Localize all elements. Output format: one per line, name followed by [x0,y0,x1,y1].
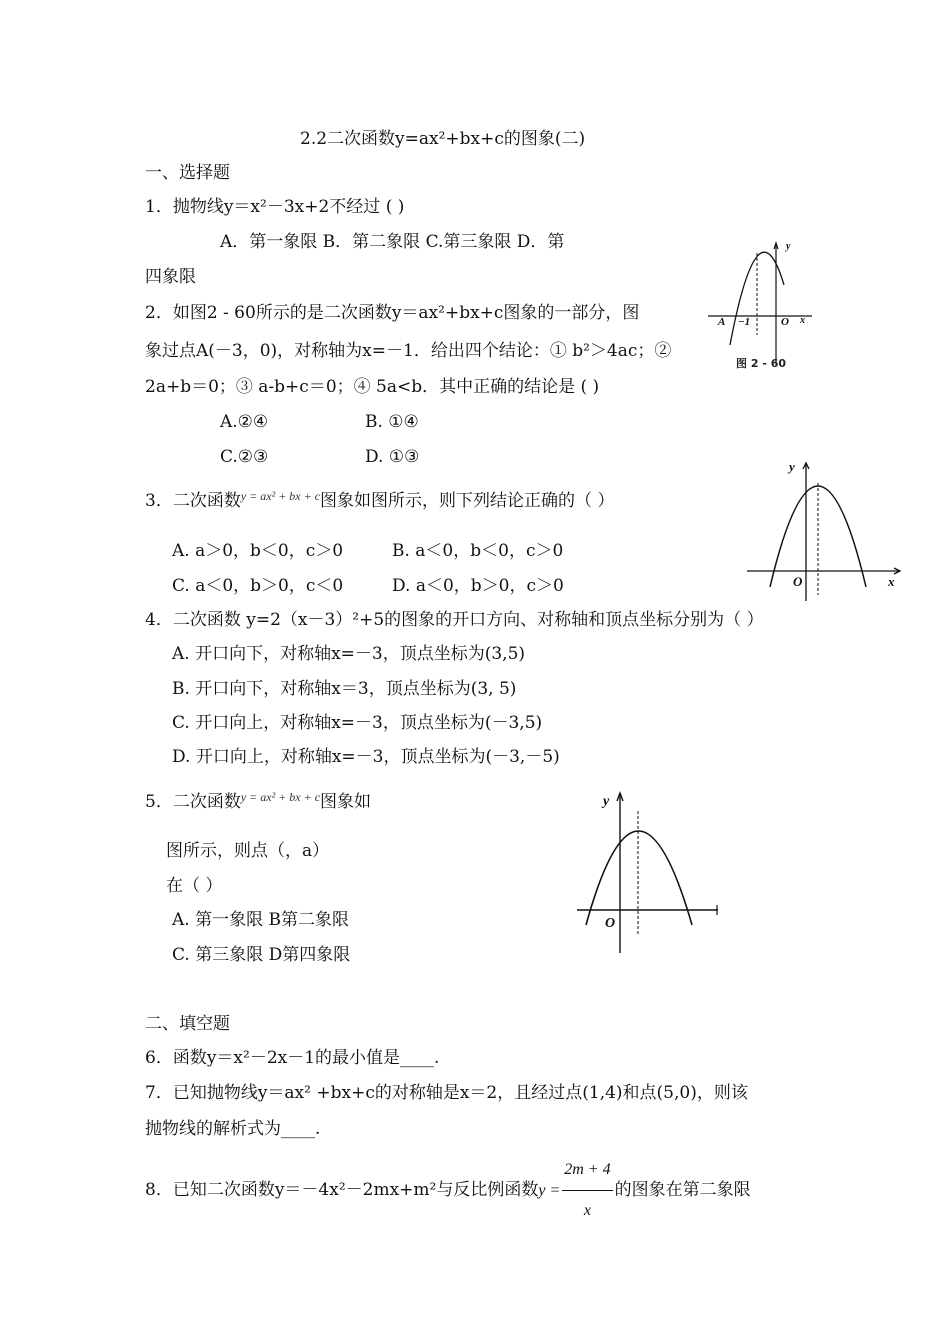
q5-fig-label-o: O [605,916,616,931]
q5-fig-label-y: y [603,794,610,809]
q2-option-d: D. ①③ [365,447,420,467]
q3-option-c: C. a＜0，b＞0，c＜0 [172,576,344,596]
q4-option-d: D. 开口向上，对称轴x=－3，顶点坐标为(－3,－5) [172,747,560,767]
q3-stem-after: 图象如图所示，则下列结论正确的（ ） [320,491,615,511]
q5-line3: 在（ ） [166,876,223,896]
q2-fig-label-a: A [718,316,726,328]
q5-options-ab: A. 第一象限 B第二象限 [172,910,349,930]
q2-fig-caption: 图 2 - 60 [736,357,787,370]
q3-option-a: A. a＞0，b＜0，c＞0 [172,541,344,561]
q3-option-d: D. a＜0，b＞0，c＞0 [392,576,564,596]
q8 [145,1150,751,1231]
q3-fig-label-o: O [793,574,803,589]
q5-stem-after: 图象如 [320,792,372,812]
q8-text-before: 8．已知二次函数y＝－4x²－2mx+m²与反比例函数 [145,1180,539,1200]
q3-parabola-figure [745,455,905,605]
section-heading-fill: 二、填空题 [145,1014,230,1034]
q6: 6．函数y＝x²－2x－1的最小值是____. [145,1048,440,1068]
q8-frac-numerator: 2m + 4 [562,1150,612,1191]
q3-stem-before: 3．二次函数 [145,491,241,511]
section-heading-choice: 一、选择题 [145,163,230,183]
q2-line1: 2．如图2 - 60所示的是二次函数y＝ax²+bx+c图象的一部分，图 [145,303,640,323]
q3-stem [145,485,614,512]
q4-option-c: C. 开口向上，对称轴x=－3，顶点坐标为(－3,5) [172,713,543,733]
q2-option-a: A.②④ [220,412,269,432]
q3-fig-label-y: y [789,459,795,474]
q3-formula: y = ax² + bx + c [240,489,321,503]
q3-fig-label-x: x [888,574,895,589]
q2-fig-label-y: y [786,241,791,252]
q2-parabola-figure [700,235,820,375]
q2-line3: 2a+b＝0；③ a-b+c＝0；④ 5a<b．其中正确的结论是 ( ) [145,377,600,397]
q5-parabola-figure [575,785,725,955]
q2-line2: 象过点A(－3，0)，对称轴为x=－1．给出四个结论：① b²＞4ac；② [145,341,672,361]
q5-formula: y = ax² + bx + c [240,790,321,804]
q8-text-after: 的图象在第二象限 [614,1180,751,1200]
q5-stem [145,786,371,813]
q5-stem-before: 5．二次函数 [145,792,241,812]
q7-line1: 7．已知抛物线y＝ax² +bx+c的对称轴是x＝2，且经过点(1,4)和点(5,0)，则该 [145,1083,748,1103]
q4-option-a: A. 开口向下，对称轴x=－3，顶点坐标为(3,5) [172,644,526,664]
q2-fig-label-minus1: −1 [738,316,751,328]
q7-line2: 抛物线的解析式为____. [145,1119,321,1139]
q2-fig-label-o: O [781,316,789,328]
q8-fraction [562,1150,612,1231]
q2-option-c: C.②③ [220,447,269,467]
q4-option-b: B. 开口向下，对称轴x＝3，顶点坐标为(3, 5) [172,679,517,699]
q2-option-b: B. ①④ [365,412,419,432]
q2-fig-label-x: x [800,315,805,326]
q8-frac-lhs: y = [538,1182,561,1199]
q1-options: A．第一象限 B．第二象限 C.第三象限 D．第 [220,232,565,252]
q3-option-b: B. a＜0，b＜0，c＞0 [392,541,564,561]
q5-options-cd: C. 第三象限 D第四象限 [172,945,351,965]
q8-frac-denominator: x [583,1202,591,1219]
page-title: 2.2二次函数y=ax²+bx+c的图象(二) [300,129,586,149]
q1-options-tail: 四象限 [145,267,196,287]
q5-line2: 图所示，则点（，a） [166,841,330,861]
q1-stem: 1．抛物线y＝x²－3x+2不经过 ( ) [145,197,405,217]
q4-stem: 4．二次函数 y=2（x－3）²+5的图象的开口方向、对称轴和顶点坐标分别为（ ） [145,610,764,630]
